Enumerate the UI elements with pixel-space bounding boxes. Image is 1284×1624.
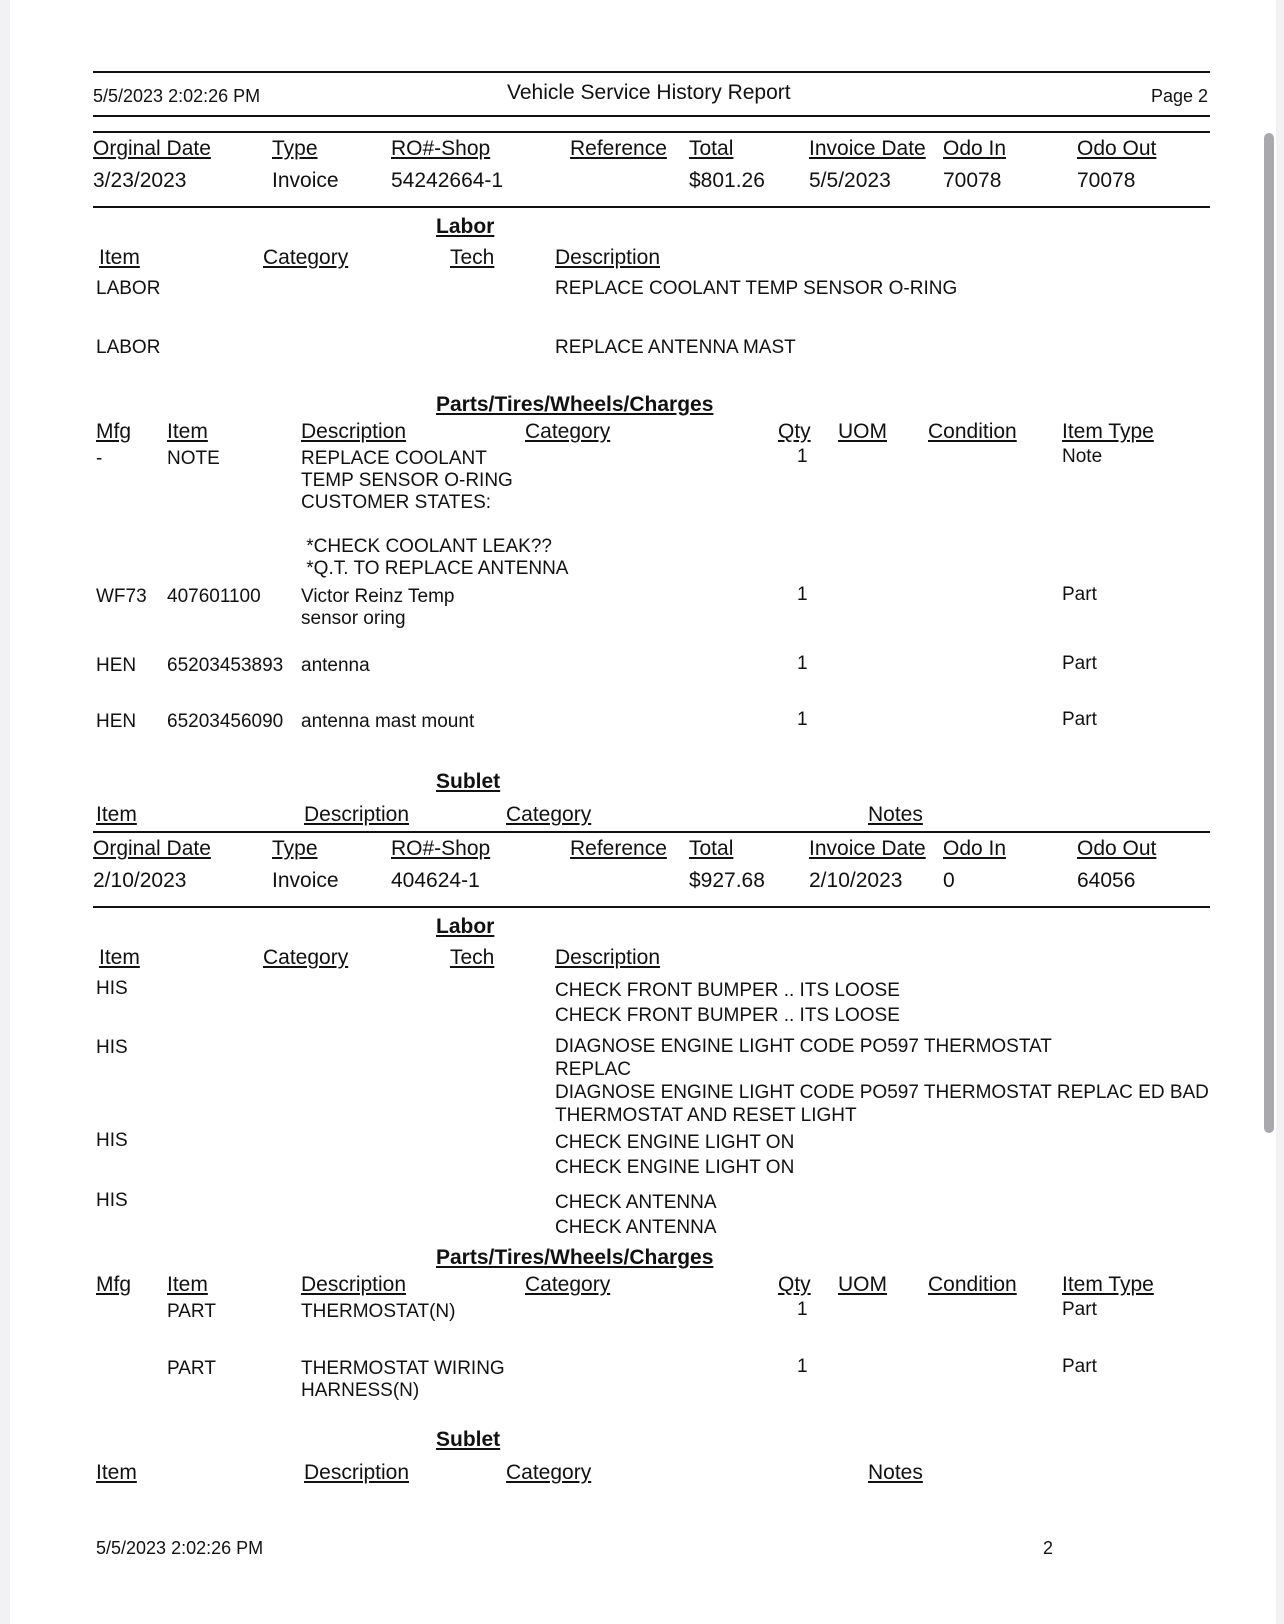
parts-col-uom: UOM [838,420,887,443]
invoice-1-bottom-rule [93,206,1210,208]
part-qty: 1 [797,584,808,605]
sublet-heading: Sublet [436,770,501,793]
invoice-type: Invoice [272,869,339,892]
sublet-col-notes: Notes [868,803,923,826]
col-odo-out: Odo Out [1077,837,1157,860]
original-date: 3/23/2023 [93,169,187,192]
original-date: 2/10/2023 [93,869,187,892]
labor-col-item: Item [99,246,140,269]
invoice-2-top-rule [93,831,1210,833]
parts-col-qty: Qty [778,1273,811,1296]
col-odo-in: Odo In [943,837,1007,860]
col-total: Total [689,137,734,160]
labor-col-tech: Tech [450,946,495,969]
part-item: 65203456090 [167,711,284,732]
labor-item: HIS [96,1037,128,1058]
col-total: Total [689,837,734,860]
labor-item: LABOR [96,337,161,358]
part-description: Victor Reinz Temp sensor oring [301,586,455,629]
invoice-type: Invoice [272,169,339,192]
part-item: 407601100 [167,586,261,607]
parts-col-item: Item [167,1273,208,1296]
part-qty: 1 [797,1299,808,1320]
parts-col-mfg: Mfg [96,1273,132,1296]
labor-description: REPLACE ANTENNA MAST [555,337,796,358]
part-item: 65203453893 [167,655,284,676]
sublet-col-category: Category [506,1461,592,1484]
part-mfg: HEN [96,711,137,732]
labor-heading: Labor [436,215,495,238]
sublet-col-notes: Notes [868,1461,923,1484]
part-item-type: Note [1062,446,1103,467]
col-type: Type [272,137,318,160]
labor-item: LABOR [96,278,161,299]
part-qty: 1 [797,653,808,674]
part-description: THERMOSTAT(N) [301,1301,456,1322]
invoice-total: $801.26 [689,169,765,192]
parts-col-description: Description [301,420,407,443]
labor-description: CHECK ENGINE LIGHT ON CHECK ENGINE LIGHT ON [555,1132,795,1178]
part-item-type: Part [1062,1356,1097,1377]
labor-col-tech: Tech [450,246,495,269]
parts-col-item: Item [167,420,208,443]
odo-out: 70078 [1077,169,1136,192]
col-invoice-date: Invoice Date [809,137,926,160]
footer-page-number: 2 [1043,1538,1054,1558]
odo-in: 0 [943,869,955,892]
sublet-col-item: Item [96,1461,137,1484]
parts-col-condition: Condition [928,420,1017,443]
invoice-date: 2/10/2023 [809,869,903,892]
labor-col-category: Category [263,246,349,269]
report-title: Vehicle Service History Report [507,81,791,104]
part-description: antenna [301,655,370,676]
labor-description: CHECK FRONT BUMPER .. ITS LOOSE CHECK FRONT BUMPER .. ITS LOOSE [555,980,900,1026]
header-bottom-rule [93,115,1210,117]
labor-col-description: Description [555,946,661,969]
page-label: Page 2 [1151,86,1209,106]
invoice-total: $927.68 [689,869,765,892]
parts-col-description: Description [301,1273,407,1296]
col-reference: Reference [570,137,667,160]
report-page [10,0,1276,1624]
labor-heading: Labor [436,915,495,938]
part-mfg: WF73 [96,586,147,607]
col-invoice-date: Invoice Date [809,837,926,860]
part-qty: 1 [797,1356,808,1377]
labor-item: HIS [96,1190,128,1211]
header-top-rule [93,71,1210,73]
col-original-date: Orginal Date [93,837,211,860]
col-ro-shop: RO#-Shop [391,137,491,160]
col-odo-in: Odo In [943,137,1007,160]
labor-col-item: Item [99,946,140,969]
part-item-type: Part [1062,709,1097,730]
parts-col-item-type: Item Type [1062,420,1154,443]
part-qty: 1 [797,709,808,730]
parts-col-category: Category [525,420,611,443]
labor-col-description: Description [555,246,661,269]
parts-col-category: Category [525,1273,611,1296]
sublet-col-description: Description [304,803,410,826]
odo-out: 64056 [1077,869,1136,892]
parts-col-qty: Qty [778,420,811,443]
parts-col-item-type: Item Type [1062,1273,1154,1296]
sublet-col-item: Item [96,803,137,826]
sublet-col-category: Category [506,803,592,826]
part-item-type: Part [1062,1299,1097,1320]
part-item: PART [167,1358,216,1379]
labor-item: HIS [96,1130,128,1151]
part-item-type: Part [1062,653,1097,674]
part-item: PART [167,1301,216,1322]
labor-description: REPLACE COOLANT TEMP SENSOR O-RING [555,278,958,299]
sublet-heading: Sublet [436,1428,501,1451]
col-reference: Reference [570,837,667,860]
part-mfg: HEN [96,655,137,676]
sublet-col-description: Description [304,1461,410,1484]
odo-in: 70078 [943,169,1002,192]
invoice-2-bottom-rule [93,906,1210,908]
labor-description: DIAGNOSE ENGINE LIGHT CODE PO597 THERMOSTAT REPLAC DIAGNOSE ENGINE LIGHT CODE PO597 THERMOSTAT REPLAC ED BAD THERMOSTAT AND RESET LIGHT [555,1036,1209,1126]
parts-col-mfg: Mfg [96,420,132,443]
part-description: REPLACE COOLANT TEMP SENSOR O-RING CUSTOMER STATES: *CHECK COOLANT LEAK?? *Q.T. TO REPLACE ANTENNA [301,448,569,579]
labor-item: HIS [96,978,128,999]
col-odo-out: Odo Out [1077,137,1157,160]
ro-shop: 54242664-1 [391,169,504,192]
ro-shop: 404624-1 [391,869,480,892]
parts-col-uom: UOM [838,1273,887,1296]
labor-description: CHECK ANTENNA CHECK ANTENNA [555,1192,717,1238]
col-original-date: Orginal Date [93,137,211,160]
part-mfg: - [96,448,103,469]
parts-col-condition: Condition [928,1273,1017,1296]
footer-datetime: 5/5/2023 2:02:26 PM [96,1538,264,1558]
invoice-date: 5/5/2023 [809,169,891,192]
part-description: THERMOSTAT WIRING HARNESS(N) [301,1358,505,1401]
parts-heading: Parts/Tires/Wheels/Charges [436,393,714,416]
parts-heading: Parts/Tires/Wheels/Charges [436,1246,714,1269]
labor-col-category: Category [263,946,349,969]
part-item-type: Part [1062,584,1097,605]
part-description: antenna mast mount [301,711,475,732]
invoice-1-top-rule [93,131,1210,133]
col-type: Type [272,837,318,860]
vertical-scrollbar[interactable] [1264,133,1274,1133]
report-datetime: 5/5/2023 2:02:26 PM [93,86,261,106]
part-qty: 1 [797,446,808,467]
col-ro-shop: RO#-Shop [391,837,491,860]
part-item: NOTE [167,448,220,469]
